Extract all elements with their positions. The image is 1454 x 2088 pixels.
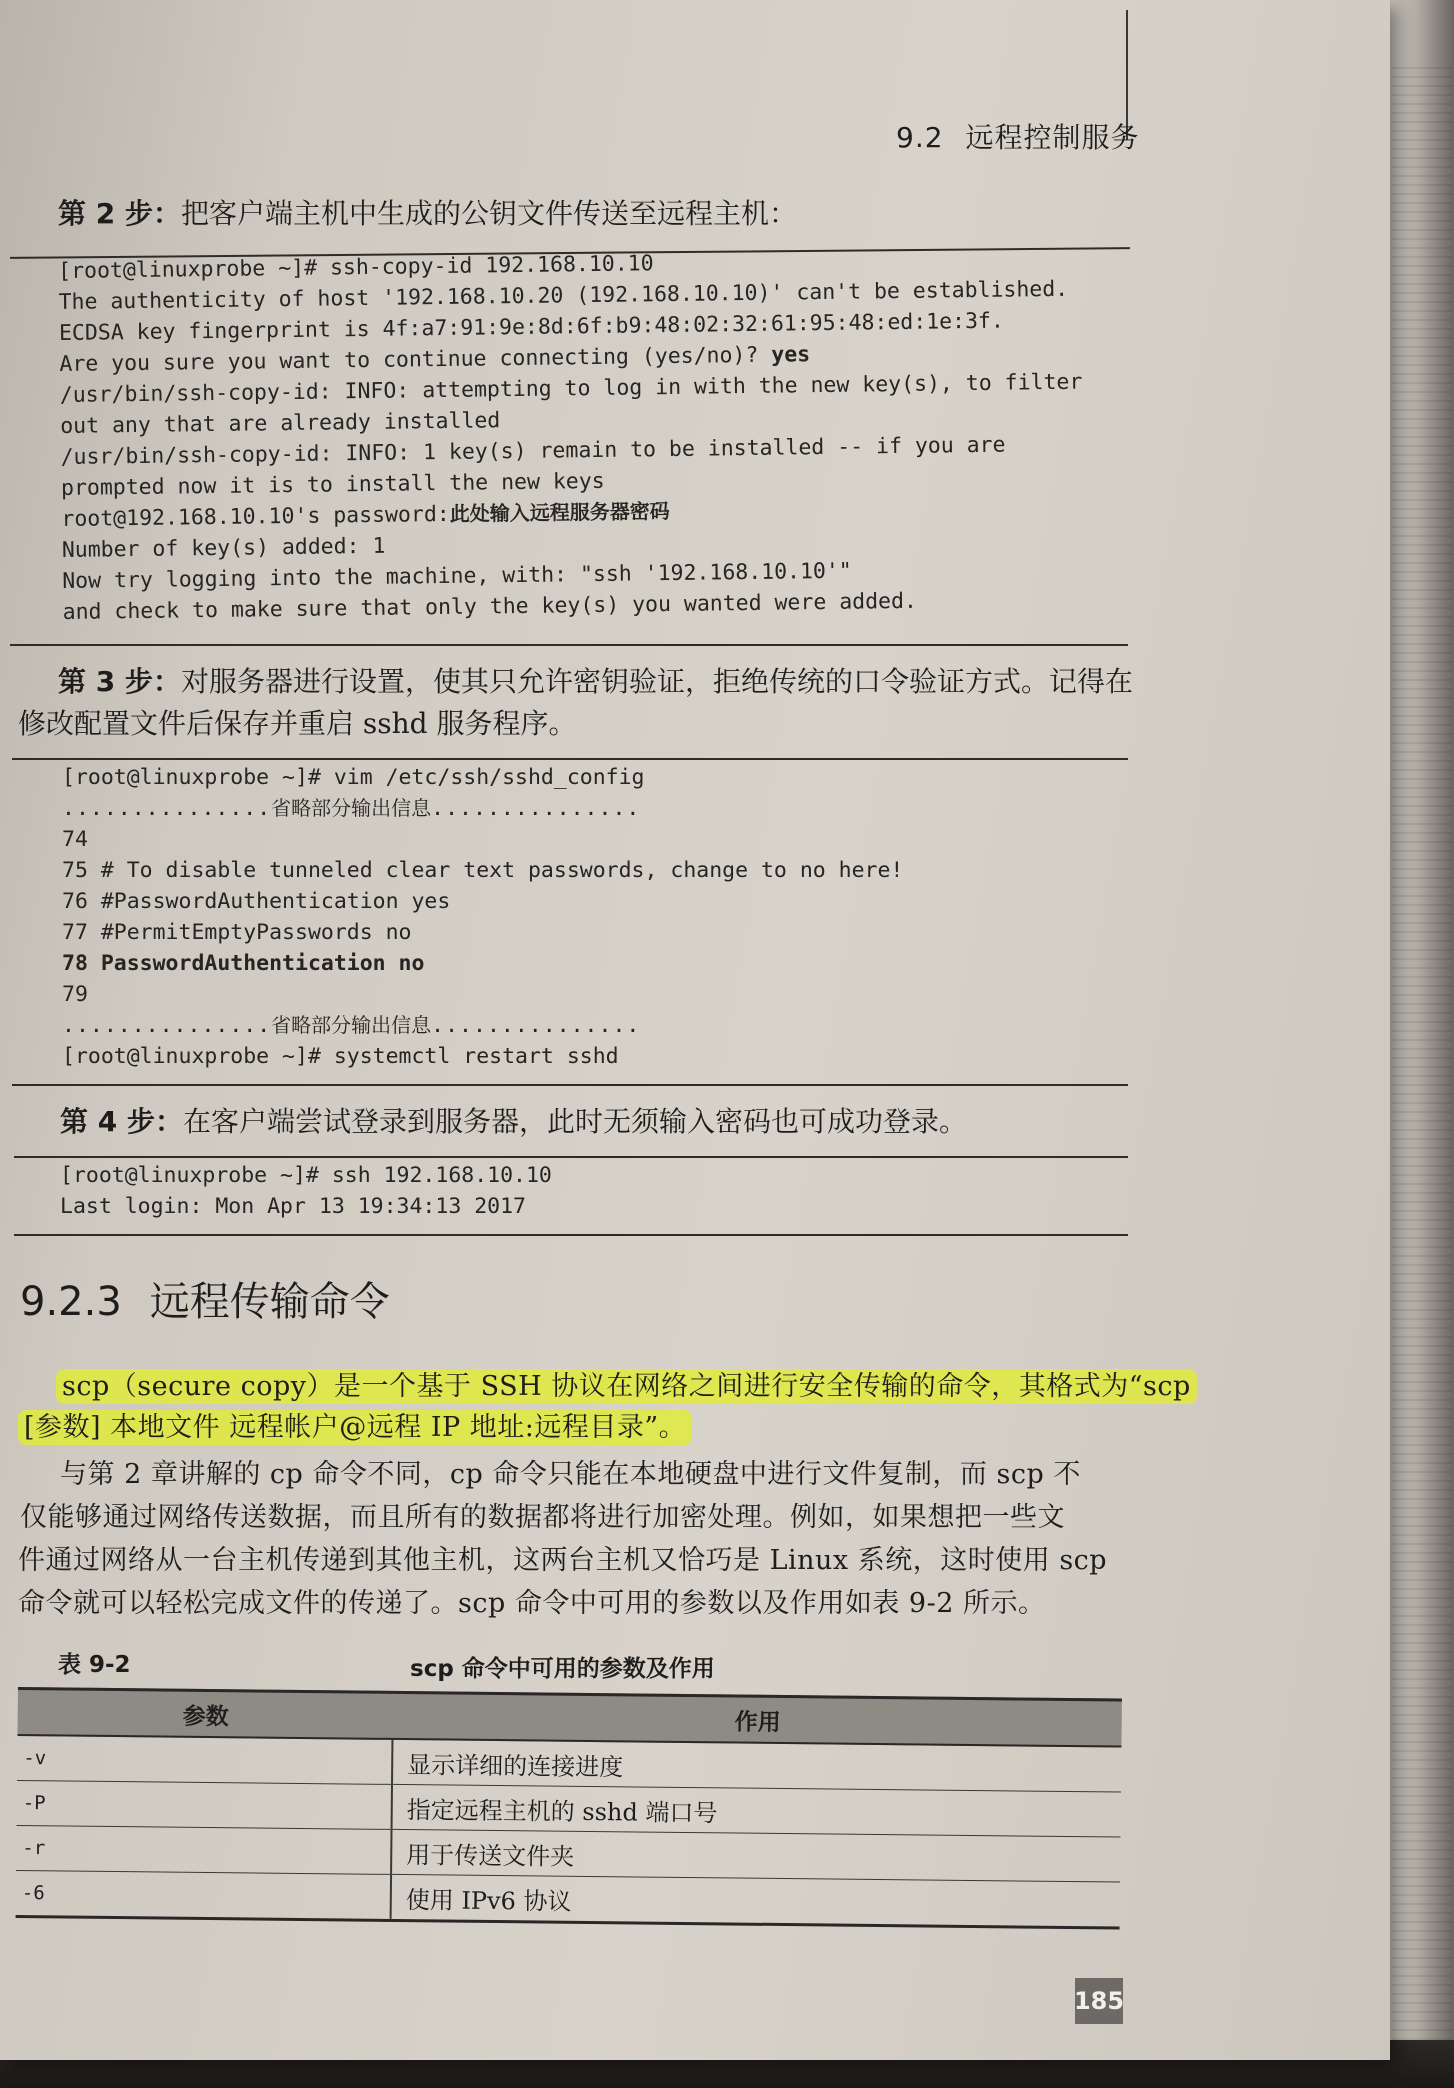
step-4-label: 第 4 步： <box>60 1105 183 1138</box>
running-head-title: 远程控制服务 <box>965 121 1140 154</box>
step-2-label: 第 2 步： <box>58 197 181 230</box>
params-table <box>16 1687 1122 1930</box>
code-line: 79 <box>62 982 88 1007</box>
table-header-param: 参数 <box>182 1703 229 1730</box>
step-3-label: 第 3 步： <box>58 665 181 698</box>
highlighted-text: scp（secure copy）是一个基于 SSH 协议在网络之间进行安全传输的命令，其格式为“scp <box>56 1369 1197 1404</box>
code-rule-bottom <box>12 1084 1128 1086</box>
running-head-number: 9.2 <box>896 121 944 154</box>
table-caption: scp 命令中可用的参数及作用 <box>410 1656 715 1682</box>
section-title: 远程传输命令 <box>149 1279 390 1325</box>
param-cell: -P <box>17 1781 393 1829</box>
page-stack-lines <box>1392 60 1452 2040</box>
code-line: Last login: Mon Apr 13 19:34:13 2017 <box>60 1194 526 1219</box>
page-number: 185 <box>1075 1978 1123 2024</box>
code-line: [root@linuxprobe ~]# ssh 192.168.10.10 <box>60 1163 552 1188</box>
omit-dots: ............... <box>431 1013 641 1038</box>
paragraph-line: 件通过网络从一台主机传递到其他主机，这两台主机又恰巧是 Linux 系统，这时使用 scp <box>18 1545 1108 1576</box>
highlighted-text: [参数] 本地文件 远程帐户@远程 IP 地址:远程目录”。 <box>18 1410 692 1445</box>
code-omit-line <box>62 793 903 824</box>
step-3-heading <box>58 660 1133 700</box>
code-line: [root@linuxprobe ~]# ssh-copy-id 192.168.10.10 <box>58 251 654 284</box>
code-rule-top <box>14 1156 1128 1158</box>
code-line: prompted now it is to install the new keys <box>60 468 605 501</box>
code-block-sshd-config <box>62 762 903 1072</box>
table-label: 表 9-2 <box>58 1652 131 1678</box>
desc-cell: 指定远程主机的 sshd 端口号 <box>406 1795 718 1827</box>
code-line: and check to make sure that only the key(s) you wanted were added. <box>62 588 918 625</box>
code-rule-top <box>12 758 1128 760</box>
code-password-note: 此处输入远程服务器密码 <box>449 499 670 526</box>
paragraph-line: 仅能够通过网络传送数据，而且所有的数据都将进行加密处理。例如，如果想把一些文 <box>20 1502 1065 1533</box>
section-heading <box>20 1270 390 1327</box>
code-rule-bottom <box>10 644 1128 646</box>
code-line: ECDSA key fingerprint is 4f:a7:91:9e:8d:6f:b9:48:02:32:61:95:48:ed:1e:3f. <box>58 308 1005 346</box>
table-header-desc: 作用 <box>734 1709 781 1736</box>
paragraph-line: 与第 2 章讲解的 cp 命令不同，cp 命令只能在本地硬盘中进行文件复制，而 scp 不 <box>60 1459 1081 1490</box>
paragraph-line <box>18 1407 692 1448</box>
code-line: /usr/bin/ssh-copy-id: INFO: 1 key(s) remain to be installed -- if you are <box>60 432 1006 470</box>
omit-dots: ............... <box>62 796 272 821</box>
code-line: 74 <box>62 827 88 852</box>
code-line: Now try logging into the machine, with: "ssh '192.168.10.10'" <box>62 558 852 594</box>
step-3-heading-cont <box>18 702 577 742</box>
desc-cell: 用于传送文件夹 <box>406 1840 575 1871</box>
code-line: 75 # To disable tunneled clear text passwords, change to no here! <box>62 858 904 883</box>
code-line: 76 #PasswordAuthentication yes <box>62 889 451 914</box>
step-3-text-line2: 修改配置文件后保存并重启 sshd 服务程序。 <box>18 707 577 740</box>
step-4-heading <box>60 1100 967 1140</box>
omit-note: 省略部分输出信息 <box>271 1013 432 1037</box>
code-password-prompt: root@192.168.10.10's password: <box>61 501 450 532</box>
step-2-text: 把客户端主机中生成的公钥文件传送至远程主机： <box>180 197 797 230</box>
code-prompt: Are you sure you want to continue connecting (yes/no)? <box>59 342 772 377</box>
paragraph-line: 命令就可以轻松完成文件的传递了。scp 命令中可用的参数以及作用如表 9-2 所示。 <box>18 1588 1046 1619</box>
omit-dots: ............... <box>62 1013 272 1038</box>
param-cell: -r <box>16 1826 392 1874</box>
param-cell: -v <box>17 1736 393 1784</box>
code-line: out any that are already installed <box>60 408 501 439</box>
code-block-ssh-copy-id <box>58 243 1085 628</box>
paragraph-line <box>56 1366 1197 1407</box>
running-head <box>896 116 1140 156</box>
omit-note: 省略部分输出信息 <box>271 796 432 820</box>
code-line: [root@linuxprobe ~]# systemctl restart sshd <box>62 1044 619 1069</box>
omit-dots: ............... <box>431 796 641 821</box>
step-3-text: 对服务器进行设置，使其只允许密钥验证，拒绝传统的口令验证方式。记得在 <box>180 665 1133 698</box>
code-rule-bottom <box>14 1234 1128 1236</box>
step-4-text: 在客户端尝试登录到服务器，此时无须输入密码也可成功登录。 <box>182 1105 967 1138</box>
code-line-highlighted: 78 PasswordAuthentication no <box>62 951 425 976</box>
code-line: The authenticity of host '192.168.10.20 (192.168.10.10)' can't be established. <box>58 276 1069 315</box>
param-cell: -6 <box>16 1871 392 1919</box>
desc-cell: 显示详细的连接进度 <box>407 1750 624 1781</box>
code-line: /usr/bin/ssh-copy-id: INFO: attempting to log in with the new key(s), to filter <box>59 369 1083 408</box>
code-line: 77 #PermitEmptyPasswords no <box>62 920 412 945</box>
code-block-ssh-login <box>60 1160 552 1222</box>
code-line: [root@linuxprobe ~]# vim /etc/ssh/sshd_config <box>62 765 645 790</box>
desc-cell: 使用 IPv6 协议 <box>405 1885 572 1916</box>
code-line: Number of key(s) added: 1 <box>61 533 386 563</box>
code-omit-line <box>62 1010 903 1041</box>
section-number: 9.2.3 <box>20 1279 122 1325</box>
step-2-heading <box>58 192 797 232</box>
code-answer: yes <box>771 342 811 368</box>
